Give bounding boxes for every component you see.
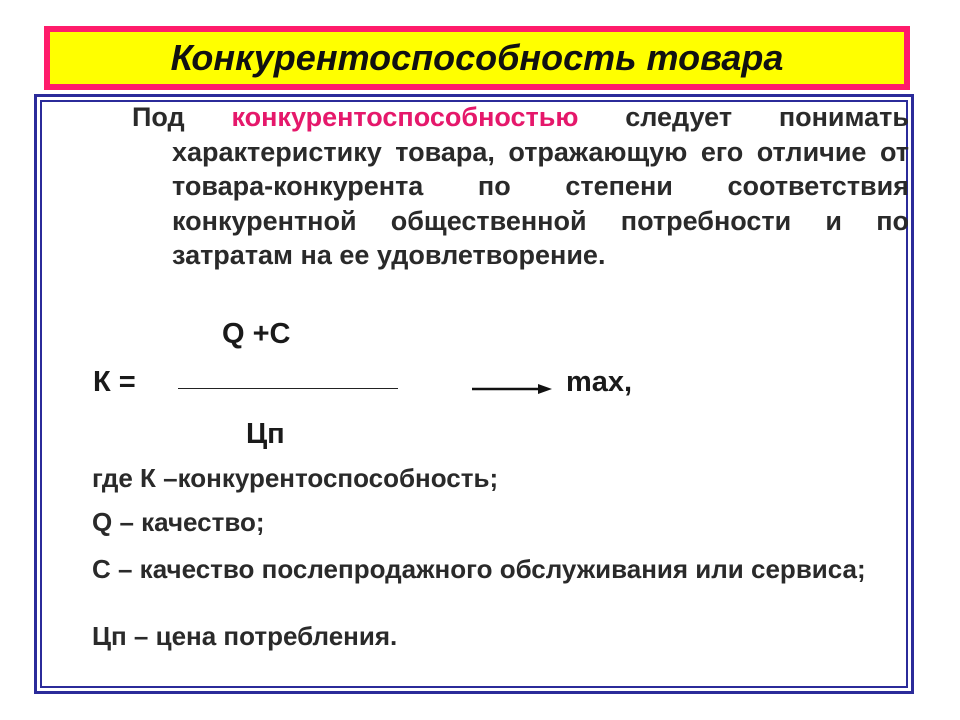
arrow-right-icon [472,382,552,396]
page-title: Конкурентоспособность товара [170,37,784,78]
definition-item: Цп – цена потребления. [92,621,398,651]
formula-lhs: К = [93,366,136,398]
definition-prefix: Под [132,102,185,132]
fraction-line [178,388,398,389]
formula-denominator: Цп [246,418,285,450]
formula-numerator: Q +С [222,318,291,350]
definition-rest: следует понимать характеристику товара, отражающую его отличие от товара-конкурента по степени соответствия конкурентной общественной потребности и по затратам на ее удовлетворение. [172,102,909,270]
formula-result: max, [566,366,633,398]
definition-paragraph [132,100,909,273]
definition-item: Q – качество; [92,507,265,537]
definition-highlight: конкурентоспособностью [231,102,579,132]
definition-item: С – качество послепродажного обслуживания или сервиса; [92,554,866,584]
definition-item: где К –конкурентоспособность; [92,463,499,493]
title-banner [44,26,910,90]
